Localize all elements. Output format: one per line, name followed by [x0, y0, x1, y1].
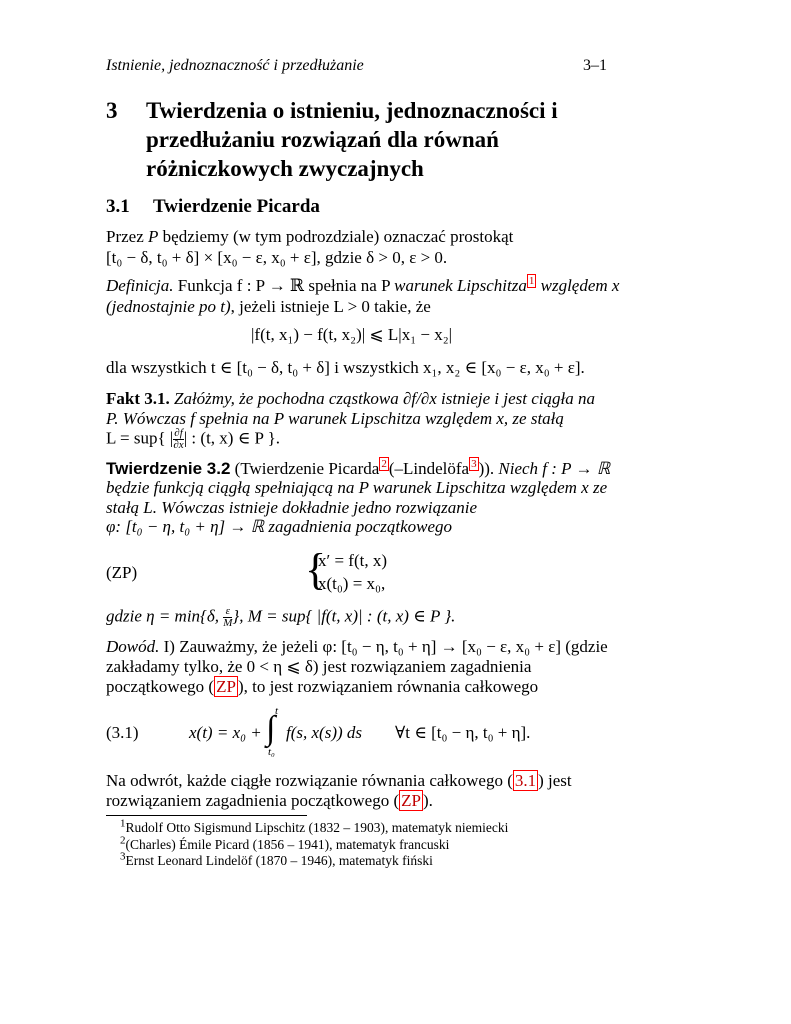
page-number: 3–1: [583, 57, 607, 74]
subsection-title: Twierdzenie Picarda: [153, 196, 320, 217]
section-title-line2: przedłużaniu rozwiązań dla równań: [146, 127, 499, 152]
footnote-3: $^3$Ernst Leonard Lindelöf (1870 – 1946), matematyk fiński: [120, 850, 433, 868]
integral-lhs: x(t) = x₀ +: [189, 723, 262, 742]
zp-equation-1: x′ = f(t, x): [318, 551, 388, 570]
partial-fraction: $\frac{\partial f}{\partial x}$: [173, 427, 184, 451]
proof-line2: zakładamy tylko, że 0 < η ⩽ δ) jest rozwiązaniem zagadnienia: [106, 657, 532, 676]
equation-label: (3.1): [106, 723, 139, 742]
footnote-ref-2[interactable]: 2: [381, 458, 387, 471]
zp-label: (ZP): [106, 563, 138, 582]
integral-lower-limit: t₀: [268, 746, 275, 758]
footnote-rule: [106, 815, 307, 816]
theorem-label: Twierdzenie 3.2: [106, 459, 231, 478]
intro-line2: [t₀ − δ, t₀ + δ] × [x₀ − ε, x₀ + ε], gdzie δ > 0, ε > 0.: [106, 248, 448, 267]
footnote-1: $^1$Rudolf Otto Sigismund Lipschitz (1832 – 1903), matematyk niemiecki: [120, 817, 509, 835]
fact-line2: P. Wówczas f spełnia na P warunek Lipschitza względem x, ze stałą: [106, 409, 564, 428]
brace-symbol: {: [305, 545, 327, 594]
after-line1: Na odwrót, każde ciągłe rozwiązanie równania całkowego ( 3.1 ) jest: [106, 771, 572, 790]
gdzie-line: gdzie η = min{δ, $\frac{\varepsilon}{M}$ }, M = sup{ |f(t, x)| : (t, x) ∈ P }.: [106, 605, 456, 629]
zp-link[interactable]: ZP: [216, 677, 236, 696]
theorem-line1: Twierdzenie 3.2 (Twierdzenie Picarda $^2$ (–Lindelöfa $^3$ )). Niech f : P → ℝ: [106, 458, 611, 478]
definition-label: Definicja.: [106, 276, 174, 295]
integral-upper-limit: t: [275, 705, 279, 717]
section-title-line3: różniczkowych zwyczajnych: [146, 156, 424, 181]
proof-label: Dowód.: [106, 637, 160, 656]
subsection-number: 3.1: [106, 196, 130, 217]
definition-line2: (jednostajnie po t), jeżeli istnieje L > 0 takie, że: [106, 297, 431, 316]
definition-line1: Definicja. Funkcja f : P → ℝ spełnia na P warunek Lipschitza $^1$ względem x: [106, 275, 620, 295]
fact-line1: Fakt 3.1. Załóżmy, że pochodna cząstkowa ∂f/∂x istnieje i jest ciągła na: [106, 389, 595, 408]
zp-equation-2: x(t₀) = x₀,: [318, 574, 386, 593]
footnote-ref-3[interactable]: 3: [471, 458, 477, 471]
integral-sign: ∫: [266, 710, 276, 747]
theorem-line3: stałą L. Wówczas istnieje dokładnie jedno rozwiązanie: [106, 498, 477, 517]
proof-line3: początkowego ( ZP ), to jest rozwiązaniem równania całkowego: [106, 677, 539, 696]
section-number: 3: [106, 98, 118, 123]
lipschitz-formula: |f(t, x₁) − f(t, x₂)| ⩽ L|x₁ − x₂|: [251, 325, 453, 344]
footnote-ref-1[interactable]: 1: [528, 275, 535, 288]
definition-line3: dla wszystkich t ∈ [t₀ − δ, t₀ + δ] i wszystkich x₁, x₂ ∈ [x₀ − ε, x₀ + ε].: [106, 358, 585, 377]
fact-label: Fakt 3.1.: [106, 389, 170, 408]
integrand: f(s, x(s)) ds: [286, 723, 363, 742]
proof-line1: Dowód. I) Zauważmy, że jeżeli φ: [t₀ − η, t₀ + η] → [x₀ − ε, x₀ + ε] (gdzie: [106, 637, 608, 656]
theorem-line4: φ: [t₀ − η, t₀ + η] → ℝ zagadnienia początkowego: [106, 517, 453, 536]
after-line2: rozwiązaniem zagadnienia początkowego ( ZP ).: [106, 791, 433, 810]
theorem-line2: będzie funkcją ciągłą spełniającą na P warunek Lipschitza względem x ze: [106, 478, 608, 497]
fact-line3: L = sup{ | $\frac{\partial f}{\partial x}$ | : (t, x) ∈ P }.: [106, 427, 281, 451]
forall-condition: ∀t ∈ [t₀ − η, t₀ + η].: [395, 723, 531, 742]
intro-line1: Przez P będziemy (w tym podrozdziale) oznaczać prostokąt: [106, 227, 514, 246]
equation-3-1-link[interactable]: 3.1: [514, 771, 537, 790]
zp-link-2[interactable]: ZP: [401, 791, 421, 810]
running-header: Istnienie, jednoznaczność i przedłużanie: [106, 57, 364, 74]
section-title-line1: Twierdzenia o istnieniu, jednoznaczności i: [146, 98, 558, 123]
footnote-2: $^2$(Charles) Émile Picard (1856 – 1941), matematyk francuski: [120, 834, 450, 852]
